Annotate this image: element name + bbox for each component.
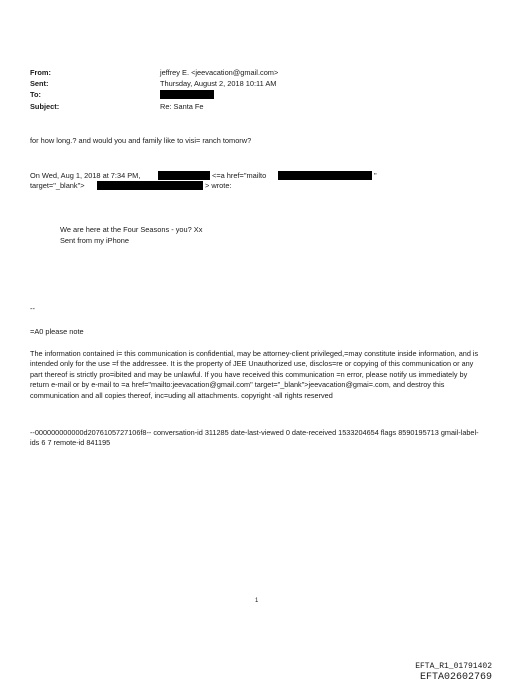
sender-email-redaction-2 bbox=[97, 181, 203, 190]
from-label: From: bbox=[30, 68, 51, 77]
sent-label: Sent: bbox=[30, 79, 49, 88]
quote-intro-quote: " bbox=[374, 171, 377, 180]
message-metadata: --000000000000d2076105727106f8-- conversation-id 311285 date-last-viewed 0 date-received 1533204654 flags 8590195713 gmail-label-ids 6 7 remote-id 841195 bbox=[30, 428, 479, 448]
from-value: jeffrey E. <jeevacation@gmail.com> bbox=[160, 68, 279, 77]
quote-intro-date: On Wed, Aug 1, 2018 at 7:34 PM, bbox=[30, 171, 141, 180]
please-note-line: =A0 please note bbox=[30, 327, 84, 336]
quote-intro-target: target="_blank"> bbox=[30, 181, 85, 190]
sent-value: Thursday, August 2, 2018 10:11 AM bbox=[160, 79, 277, 88]
page-number: 1 bbox=[255, 598, 259, 604]
sender-name-redaction bbox=[158, 171, 210, 180]
subject-value: Re: Santa Fe bbox=[160, 102, 204, 111]
quoted-line-1: We are here at the Four Seasons - you? Xx bbox=[60, 225, 203, 234]
to-redaction bbox=[160, 90, 214, 99]
footer-id-primary: EFTA_R1_01791402 bbox=[415, 662, 492, 671]
signature-separator: -- bbox=[30, 304, 35, 313]
footer-id-secondary: EFTA02602769 bbox=[419, 672, 492, 683]
quote-intro-mailto: <=a href="mailto bbox=[212, 171, 267, 180]
reply-line: for how long.? and would you and family like to visi= ranch tomorw? bbox=[30, 136, 252, 145]
confidentiality-disclaimer: The information contained i= this communication is confidential, may be attorney-client privileged,=may constitute inside information, and is intended only for the use =f the addressee. It is the property of JEE Unauthorized use, disclos=re or copying of this communication or any part thereof is strictly pro=ibited and may be unlawful. If you have received this communication =n error, please notify us immediately by return e-mail or by e-mail to =a href="mailto:jeevacation@gmail.com" target="_blank">jeevacation@gmai=.com, and destroy this communication and all copies thereof, inc=uding all attachments. copyright -all rights reserved bbox=[30, 349, 479, 400]
sender-email-redaction bbox=[278, 171, 372, 180]
subject-label: Subject: bbox=[30, 102, 60, 111]
quote-intro-wrote: > wrote: bbox=[205, 181, 232, 190]
quoted-line-2: Sent from my iPhone bbox=[60, 236, 130, 245]
to-label: To: bbox=[30, 90, 41, 99]
